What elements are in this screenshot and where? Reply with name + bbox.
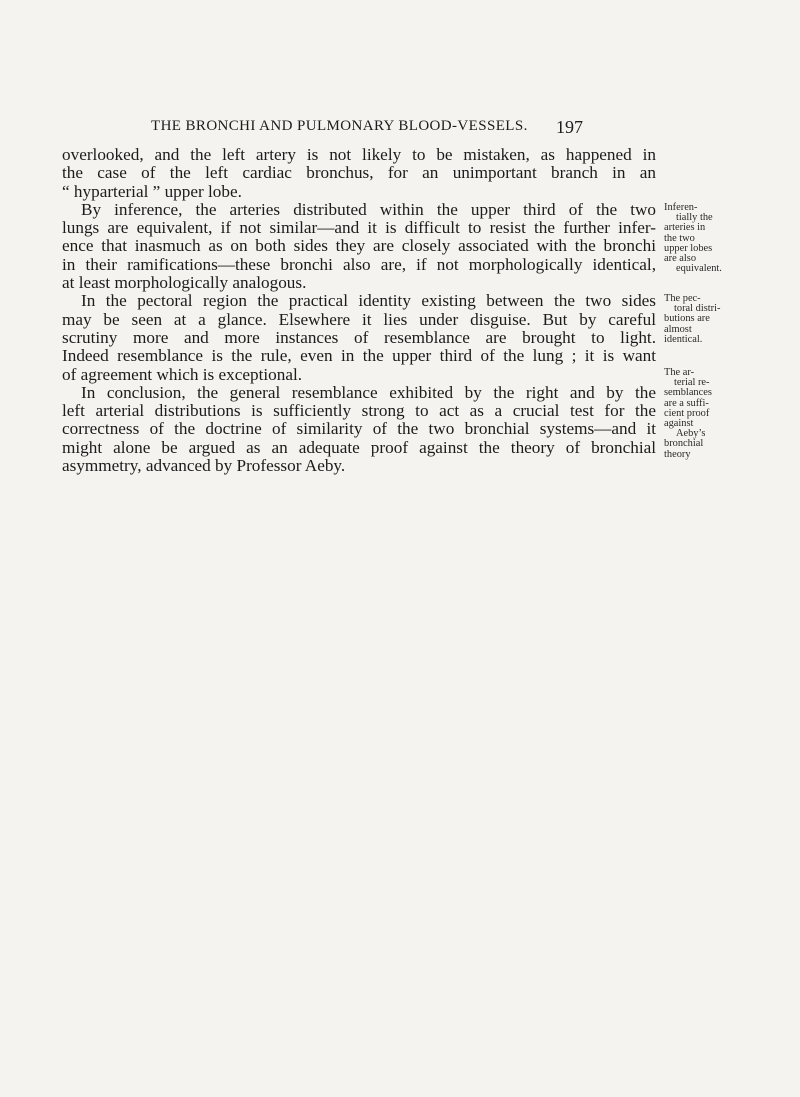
body-line: at least morphologically analogous. (62, 273, 307, 293)
body-line: correctness of the doctrine of similarity of the two bronchial systems—and it (62, 420, 656, 439)
body-line: By inference, the arteries distributed within the upper third of the two (81, 200, 656, 219)
body-line: may be seen at a glance. Elsewhere it lies under disguise. But by careful (62, 310, 656, 329)
margin-note-line: butions are (664, 313, 710, 325)
margin-note-line: Aeby’s (676, 428, 706, 440)
margin-note-line: are also (664, 253, 697, 265)
margin-note-line: semblances (664, 387, 712, 399)
margin-note-line: terial re- (674, 377, 710, 389)
margin-note-line: toral distri- (674, 303, 721, 315)
body-line: of agreement which is exceptional. (62, 364, 303, 384)
margin-note-line: arteries in (664, 222, 706, 234)
margin-note-line: upper lobes (664, 242, 713, 254)
body-line: lungs are equivalent, if not similar—and it is difficult to resist the further infer- (62, 219, 656, 238)
body-text (62, 146, 656, 475)
margin-note-line: The pec- (664, 293, 701, 304)
body-line: might alone be argued as an adequate proof against the theory of bronchial (62, 438, 656, 457)
margin-note-line: against (664, 418, 694, 430)
running-head (0, 118, 800, 140)
body-line: “ hyparterial ” upper lobe. (62, 181, 242, 201)
margin-note-line: are a suffi- (664, 397, 709, 409)
margin-note-line: identical. (664, 333, 703, 345)
running-head-title: THE BRONCHI AND PULMONARY BLOOD-VESSELS. (151, 118, 528, 134)
body-line: scrutiny more and more instances of resemblance are brought to light. (62, 328, 656, 347)
body-line: left arterial distributions is sufficiently strong to act as a crucial test for the (62, 402, 656, 421)
body-line: ence that inasmuch as on both sides they are closely associated with the bronchi (62, 237, 656, 256)
page-number: 197 (556, 117, 583, 137)
margin-note-inferential (664, 203, 774, 274)
margin-note-line: theory (664, 448, 691, 460)
body-line: In the pectoral region the practical identity existing between the two sides (81, 292, 656, 311)
margin-note-line: almost (664, 323, 692, 335)
body-line: Indeed resemblance is the rule, even in the upper third of the lung ; it is want (62, 347, 656, 366)
body-line: overlooked, and the left artery is not likely to be mistaken, as happened in (62, 146, 656, 164)
margin-note-line: The ar- (664, 367, 695, 378)
margin-note-line: cient proof (664, 407, 710, 419)
margin-note-line: tially the (676, 212, 713, 224)
body-line: in their ramifications—these bronchi also are, if not morphologically identical, (62, 255, 656, 274)
margin-note-pectoral (664, 294, 774, 345)
body-line: In conclusion, the general resemblance exhibited by the right and by the (81, 383, 656, 402)
body-line: the case of the left cardiac bronchus, for an unimportant branch in an (62, 164, 656, 183)
margin-note-arterial (664, 368, 774, 460)
body-line: asymmetry, advanced by Professor Aeby. (62, 456, 346, 476)
margin-note-line: equivalent. (676, 263, 722, 275)
margin-note-line: bronchial (664, 438, 704, 450)
margin-note-line: Inferen- (664, 202, 698, 213)
margin-note-line: the two (664, 232, 695, 244)
